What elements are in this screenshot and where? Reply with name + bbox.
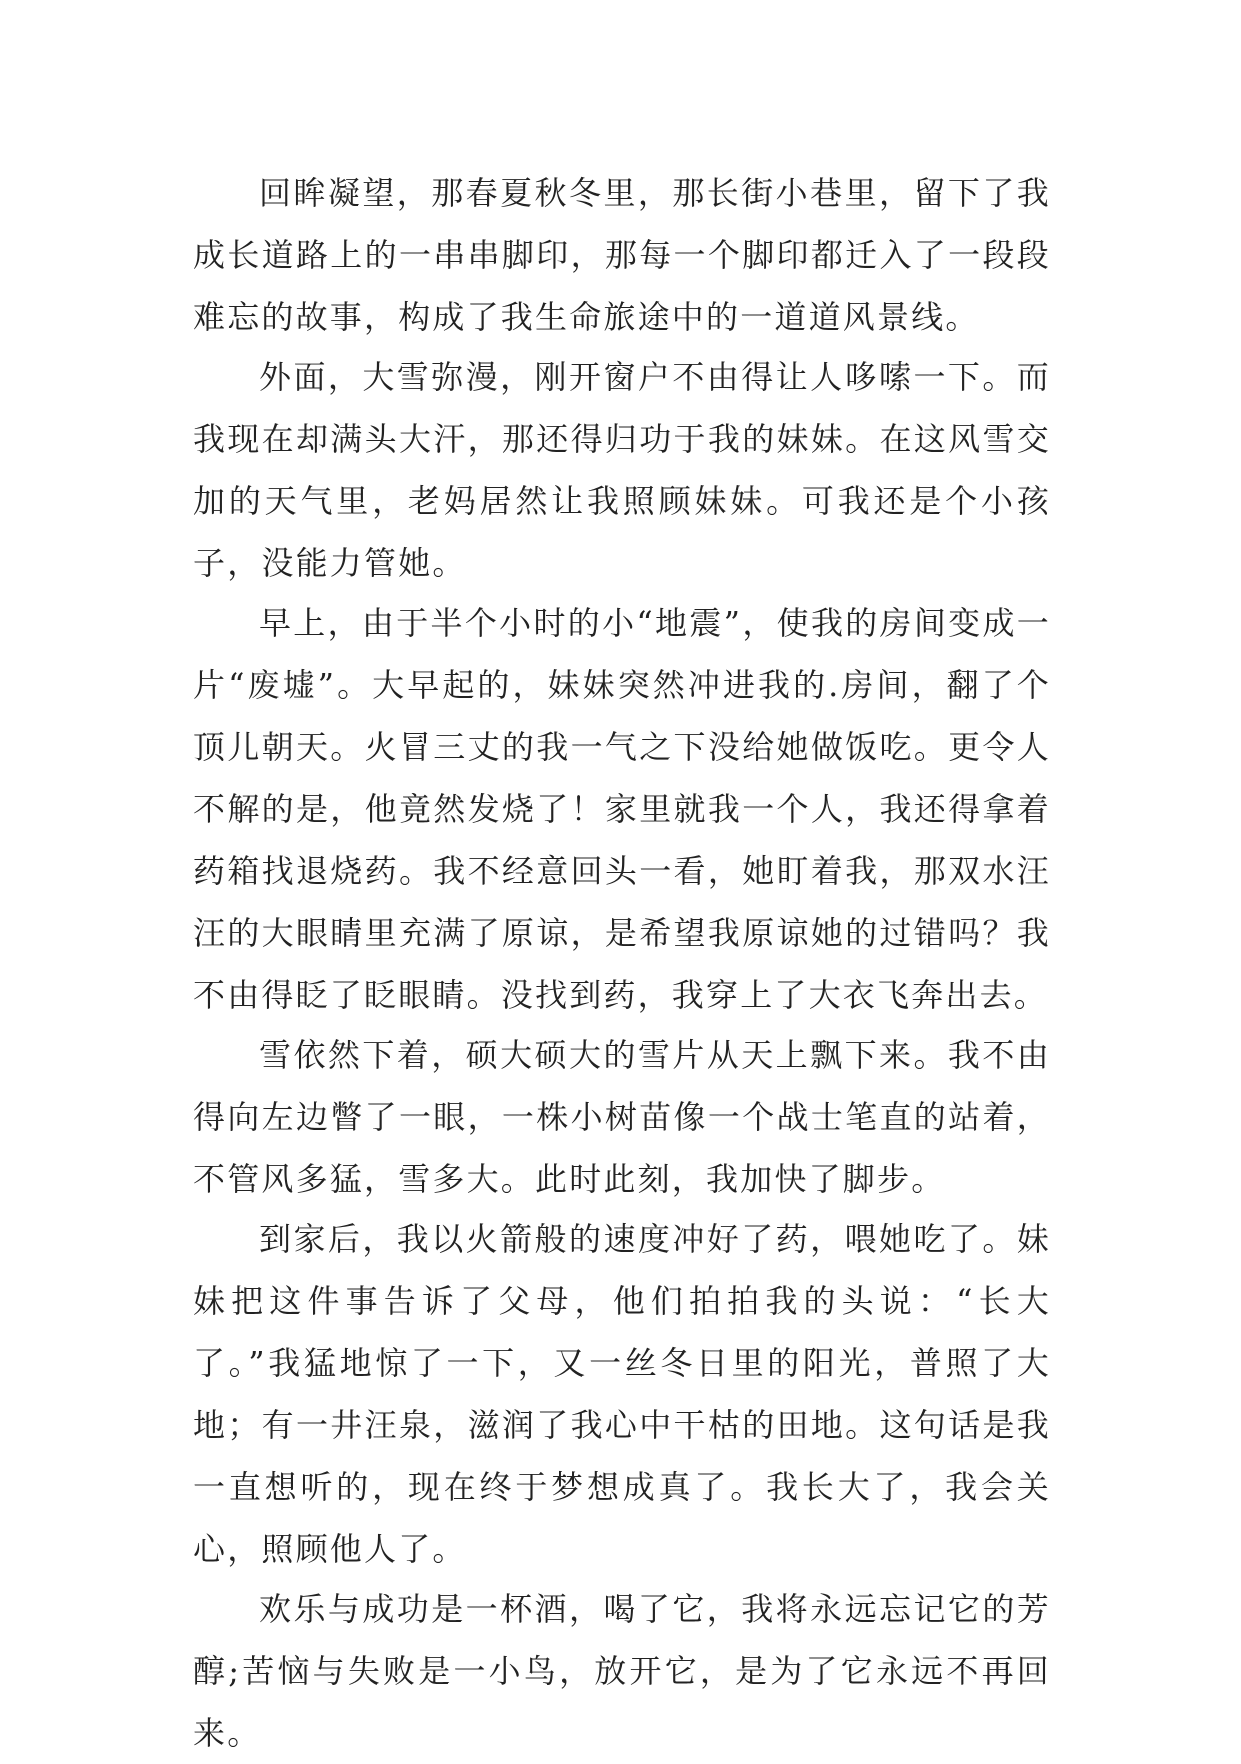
paragraph: 早上，由于半个小时的小“地震”，使我的房间变成一片“废墟”。大早起的，妹妹突然冲进我的.房间，翻了个顶儿朝天。火冒三丈的我一气之下没给她做饭吃。更令人不解的是，他竟然发烧了！家里就我一个人，我还得拿着药箱找退烧药。我不经意回头一看，她盯着我，那双水汪汪的大眼睛里充满了原谅，是希望我原谅她的过错吗？我不由得眨了眨眼睛。没找到药，我穿上了大衣飞奔出去。 — [193, 604, 1051, 1014]
paragraph: 欢乐与成功是一杯酒，喝了它，我将永远忘记它的芳醇;苦恼与失败是一小鸟，放开它，是为了它永远不再回来。 — [193, 1590, 1051, 1752]
paragraph: 雪依然下着，硕大硕大的雪片从天上飘下来。我不由得向左边瞥了一眼，一株小树苗像一个战士笔直的站着，不管风多猛，雪多大。此时此刻，我加快了脚步。 — [193, 1036, 1051, 1198]
paragraph: 到家后，我以火箭般的速度冲好了药，喂她吃了。妹妹把这件事告诉了父母，他们拍拍我的头说：“长大了。”我猛地惊了一下，又一丝冬日里的阳光，普照了大地；有一井汪泉，滋润了我心中干枯的田地。这句话是我一直想听的，现在终于梦想成真了。我长大了，我会关心，照顾他人了。 — [193, 1220, 1051, 1568]
paragraph: 回眸凝望，那春夏秋冬里，那长街小巷里，留下了我成长道路上的一串串脚印，那每一个脚印都迁入了一段段难忘的故事，构成了我生命旅途中的一道道风景线。 — [193, 174, 1051, 336]
paragraph: 外面，大雪弥漫，刚开窗户不由得让人哆嗦一下。而我现在却满头大汗，那还得归功于我的妹妹。在这风雪交加的天气里，老妈居然让我照顾妹妹。可我还是个小孩子，没能力管她。 — [193, 358, 1051, 582]
essay-body — [193, 162, 1051, 1762]
